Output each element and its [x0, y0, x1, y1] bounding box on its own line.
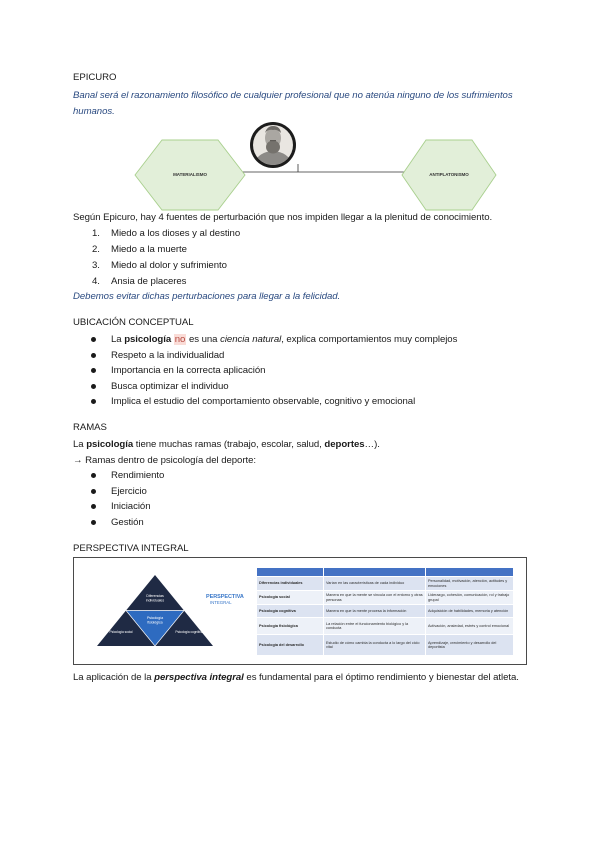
list-item-text: Rendimiento [111, 470, 165, 481]
list-item [73, 242, 187, 258]
table-cell: Psicología cognitiva [257, 605, 324, 618]
list-item-text: Miedo a la muerte [111, 244, 187, 255]
list-item-text: Ejercicio [111, 485, 147, 497]
section-heading-perspectiva: PERSPECTIVA INTEGRAL [73, 543, 189, 554]
list-item [73, 363, 265, 379]
table-cell: Manera en que la mente se vincula con el entorno y otras personas [324, 591, 426, 605]
list-item-text: Gestión [111, 516, 144, 528]
bold-term: psicología [86, 439, 134, 450]
table-row [257, 577, 514, 591]
list-item [73, 394, 415, 410]
table-cell: Estudio de cómo cambia la conducta a lo largo del ciclo vital [324, 635, 426, 656]
list-item-text: Implica el estudio del comportamiento observable, cognitivo y emocional [111, 396, 416, 407]
bullet-icon [91, 353, 96, 358]
list-item-text: Miedo al dolor y sufrimiento [111, 260, 227, 271]
table-cell: Activación, ansiedad, estrés y control emocional [426, 618, 514, 635]
figure-title-line1: PERSPECTIVA [206, 594, 244, 600]
list-number: 3. [92, 260, 100, 271]
list-item [73, 274, 186, 290]
table-row [257, 591, 514, 605]
pyramid-center-label: Psicología [146, 616, 164, 620]
table-cell: Liderazgo, cohesión, comunicación, rol y trabajo grupal [426, 591, 514, 605]
list-item [73, 258, 227, 274]
bold-term: psicología [124, 334, 174, 345]
list-item [73, 226, 240, 242]
list-item [73, 484, 147, 500]
epicuro-conclusion: Debemos evitar dichas perturbaciones para llegar a la felicidad. [73, 291, 341, 302]
text-segment: tiene muchas ramas (trabajo, escolar, salud, [133, 439, 325, 450]
list-item [73, 468, 164, 484]
table-row [257, 605, 514, 618]
list-item-text: Importancia en la correcta aplicación [111, 365, 266, 376]
list-number: 1. [92, 228, 100, 239]
italic-term: ciencia natural [220, 334, 282, 345]
bullet-icon [91, 399, 96, 404]
psychology-branches-table [256, 567, 514, 656]
bullet-icon [91, 384, 96, 389]
ramas-intro [73, 437, 380, 453]
list-item [73, 499, 151, 515]
bullet-icon [91, 473, 96, 478]
list-item-text: Respeto a la individualidad [111, 349, 225, 361]
epicuro-concept-diagram [120, 115, 510, 215]
emphasis-term: perspectiva integral [154, 672, 244, 683]
section-heading-epicuro: EPICURO [73, 72, 117, 83]
bullet-icon [91, 489, 96, 494]
section-heading-ramas: RAMAS [73, 422, 107, 433]
bullet-icon [91, 337, 96, 342]
list-item-text: Miedo a los dioses y al destino [111, 228, 241, 239]
figure-title-line2: INTEGRAL [210, 600, 232, 605]
closing-paragraph [73, 669, 520, 686]
table-cell: Personalidad, motivación, atención, actitudes y emociones [426, 577, 514, 591]
pyramid-top-label: individuales [145, 598, 165, 603]
text-segment: …). [364, 439, 380, 450]
text-segment: es una [186, 334, 221, 345]
text-segment: La aplicación de la [73, 672, 155, 683]
text-segment: , explica comportamientos muy complejos [281, 334, 458, 345]
table-cell: Psicología social [257, 591, 324, 605]
table-cell: Adquisición de habilidades, memoria y atención [426, 605, 514, 618]
pyramid-top-label: Diferencias [146, 594, 164, 598]
list-item-text: Ansia de placeres [111, 276, 187, 287]
bullet-icon [91, 368, 96, 373]
text-segment: La [73, 439, 87, 450]
bullet-icon [91, 504, 96, 509]
pyramid-bottom-left-label: Psicología social [109, 630, 133, 634]
table-cell: Varían en las características de cada individuo [324, 577, 426, 591]
text-segment: La [111, 334, 125, 345]
bust-portrait-icon [250, 122, 296, 170]
text-segment: es fundamental para el óptimo rendimiento y bienestar del atleta. [243, 672, 519, 683]
list-item [73, 332, 457, 348]
perspectiva-figure [73, 557, 527, 665]
bullet-icon [91, 520, 96, 525]
pyramid-bottom-right-label: Psicología cognitiva [175, 630, 203, 634]
list-item-text: Busca optimizar el individuo [111, 380, 229, 392]
list-number: 2. [92, 244, 100, 255]
epicuro-quote: Banal será el razonamiento filosófico de cualquier profesional que no atenúa ninguno de los sufrimientos humanos. [73, 90, 513, 117]
table-cell: Diferencias individuales [257, 577, 324, 591]
table-row [257, 635, 514, 656]
pyramid-center-label: fisiológica [147, 620, 163, 625]
table-cell: Manera en que la mente procesa la información [324, 605, 426, 618]
list-item [73, 348, 224, 364]
left-node-label: MATERIALISMO [173, 172, 207, 177]
list-item [73, 379, 229, 395]
list-item-text: Iniciación [111, 501, 151, 513]
table-cell: Aprendizaje, crecimiento y desarrollo del deportista [426, 635, 514, 656]
epicuro-intro: Según Epicuro, hay 4 fuentes de perturbación que nos impiden llegar a la plenitud de conocimiento. [73, 212, 493, 223]
table-row [257, 618, 514, 635]
table-cell: Psicología del desarrollo [257, 635, 324, 656]
right-node-label: ANTIPLATONISMO [429, 172, 469, 177]
highlighted-word: no [174, 334, 186, 345]
bold-term: deportes [324, 439, 365, 450]
table-cell: La relación entre el funcionamiento biológico y la conducta [324, 618, 426, 635]
section-heading-ubicacion: UBICACIÓN CONCEPTUAL [73, 317, 194, 328]
list-item [73, 515, 144, 531]
table-cell: Psicología fisiológica [257, 618, 324, 635]
ramas-arrow-line: → Ramas dentro de psicología del deporte: [73, 455, 257, 466]
table-header-row [257, 568, 514, 577]
list-number: 4. [92, 276, 100, 287]
